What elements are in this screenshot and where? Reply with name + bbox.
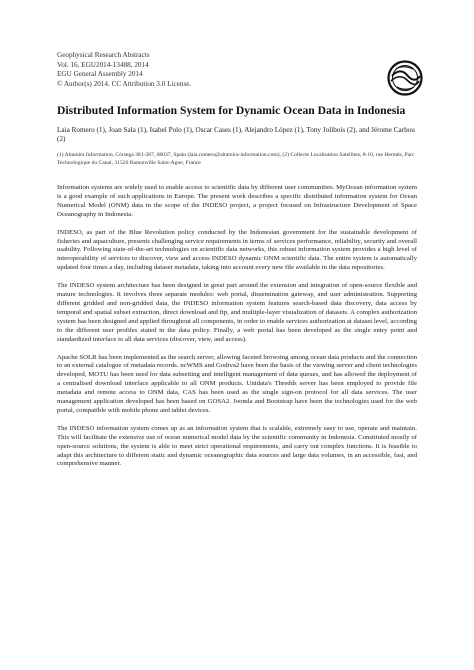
author-list: Laia Romero (1), Joan Sala (1), Isabel Polo (1), Oscar Cases (1), Alejandro López (1), Tony Jolibois (2), and Jérome Carbou (2) bbox=[57, 126, 415, 144]
paragraph-1: Information systems are widely used to enable access to scientific data by different user communities. MyOcean information system is a good example of such applications in Europe. The present work describes a specific distributed information system for Ocean Numerical Model (ONM) data in the scope of the INDESO project, a project focused on Infrastructure Development of Space Oceanography in Indonesia. bbox=[57, 184, 417, 218]
paper-title: Distributed Information System for Dynamic Ocean Data in Indonesia bbox=[57, 104, 406, 117]
volume-line: Vol. 16, EGU2014-13488, 2014 bbox=[57, 60, 149, 69]
paragraph-5: The INDESO information system comes up as an information system that is scalable, extremely easy to use, operate and maintain. This will facilitate the extensive use of ocean numerical model data by the scientific community in Indonesia. Constituted mostly of open-source solutions, the system is able to meet strict operational requirements, and carry out complex functions. It is feasible to adapt this architecture to different static and dynamic oceanographic data sources and large data volumes, in an accessible, fast, and comprehensive manner. bbox=[57, 424, 417, 468]
affiliations: (1) Altamira Information, Còrsega 381-387, 08037, Spain (laia.romero@altamira-information.com), (2) Collecte Localisation Satellites, 8-10, rue Hermès, Parc Technologique du Canal, 31520 Ramonville Saint-Agne, France bbox=[57, 152, 415, 166]
paragraph-2: INDESO, as part of the Blue Revolution policy conducted by the Indonesian government for the sustainable development of fisheries and aquaculture, presents challenging service requirements in terms of services performance, reliability, security and overall usability. Following state-of-the-art technologies on scientific data networks, this robust information system provides a high level of interoperability of services to discover, view and access INDESO dynamic ONM scientific data. The entire system is automatically updated four times a day, including dataset metadata, taking into account every new file available in the data repositories. bbox=[57, 228, 417, 272]
abstract-body bbox=[57, 184, 417, 469]
copyright-line: © Author(s) 2014. CC Attribution 3.0 License. bbox=[57, 79, 192, 88]
assembly-line: EGU General Assembly 2014 bbox=[57, 70, 143, 79]
paragraph-3: The INDESO system architecture has been designed in great part around the extension and integration of open-source flexible and mature technologies. It involves three separate modules: web portal, dissemination gateway, and user administration. Supporting different gridded and non-gridded data, the INDESO information system features search-based data discovery, data access by temporal and spatial subset extraction, direct download and ftp, and multiple-layer visualization of datasets. A complex authorization system has been designed and applied throughout all components, in order to enable services authorization at dataset level, according to the different user profiles stated in the data policy. Finally, a web portal has been developed as the single entry point and standardized interface to all data services (discover, view, and access). bbox=[57, 282, 417, 343]
journal-name: Geophysical Research Abstracts bbox=[57, 51, 150, 59]
egu-logo-icon bbox=[387, 60, 423, 96]
paragraph-4: Apache SOLR has been implemented as the search server, allowing faceted browsing among ocean data products and the connection to an external catalogue of metadata records. ncWMS and Godiva2 have been the basis of the viewing server and client technologies developed, MOTU has been used for data subsetting and intelligent management of data queues, and has allowed the deployment of a centralised download interface applicable to all ONM products. Unidata's Thredds server has been employed to provide file metadata and remote access to ONM data, CAS has been used as the single sign-on protocol for all data services. The user management application developed has been based on GOSA2. Joomla and Bootstrap have been the technologies used for the web portal, compatible with mobile phone and tablet devices. bbox=[57, 353, 417, 414]
journal-header bbox=[57, 51, 191, 89]
